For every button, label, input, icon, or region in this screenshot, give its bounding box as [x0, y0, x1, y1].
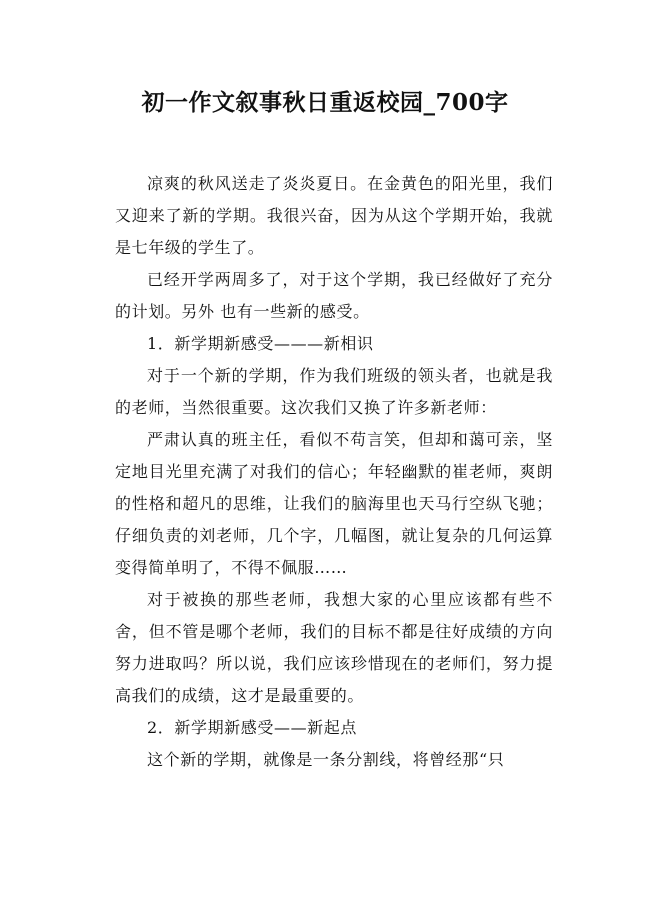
- paragraph-teachers-intro: 对于一个新的学期，作为我们班级的领头者，也就是我的老师，当然很重要。这次我们又换了许多新老师：: [115, 366, 553, 417]
- paragraph-plan: 已经开学两周多了，对于这个学期，我已经做好了充分的计划。另外 也有一些新的感受。: [115, 270, 553, 321]
- section-heading-1: 1．新学期新感受———新相识: [147, 334, 374, 353]
- paragraph-teachers-detail: 严肃认真的班主任，看似不苟言笑，但却和蔼可亲，坚定地目光里充满了对我们的信心；年轻幽默的崔老师，爽朗的性格和超凡的思维，让我们的脑海里也天马行空纵飞驰；仔细负责的刘老师，几个字，几幅图，就让复杂的几何运算变得简单明了，不得不佩服……: [115, 430, 553, 577]
- paragraph-old-teachers: 对于被换的那些老师，我想大家的心里应该都有些不舍，但不管是哪个老师，我们的目标不都是往好成绩的方向努力进取吗？所以说，我们应该珍惜现在的老师们，努力提高我们的成绩，这才是最重要的。: [115, 590, 553, 705]
- section-heading-2: 2．新学期新感受——新起点: [147, 718, 357, 737]
- page-title: 初一作文叙事秋日重返校园_700字: [141, 89, 509, 116]
- paragraph-new-start: 这个新的学期，就像是一条分割线，将曾经那“只: [147, 750, 505, 769]
- paragraph-intro: 凉爽的秋风送走了炎炎夏日。在金黄色的阳光里，我们又迎来了新的学期。我很兴奋，因为从这个学期开始，我就是七年级的学生了。: [115, 174, 553, 257]
- article-body: [115, 168, 553, 776]
